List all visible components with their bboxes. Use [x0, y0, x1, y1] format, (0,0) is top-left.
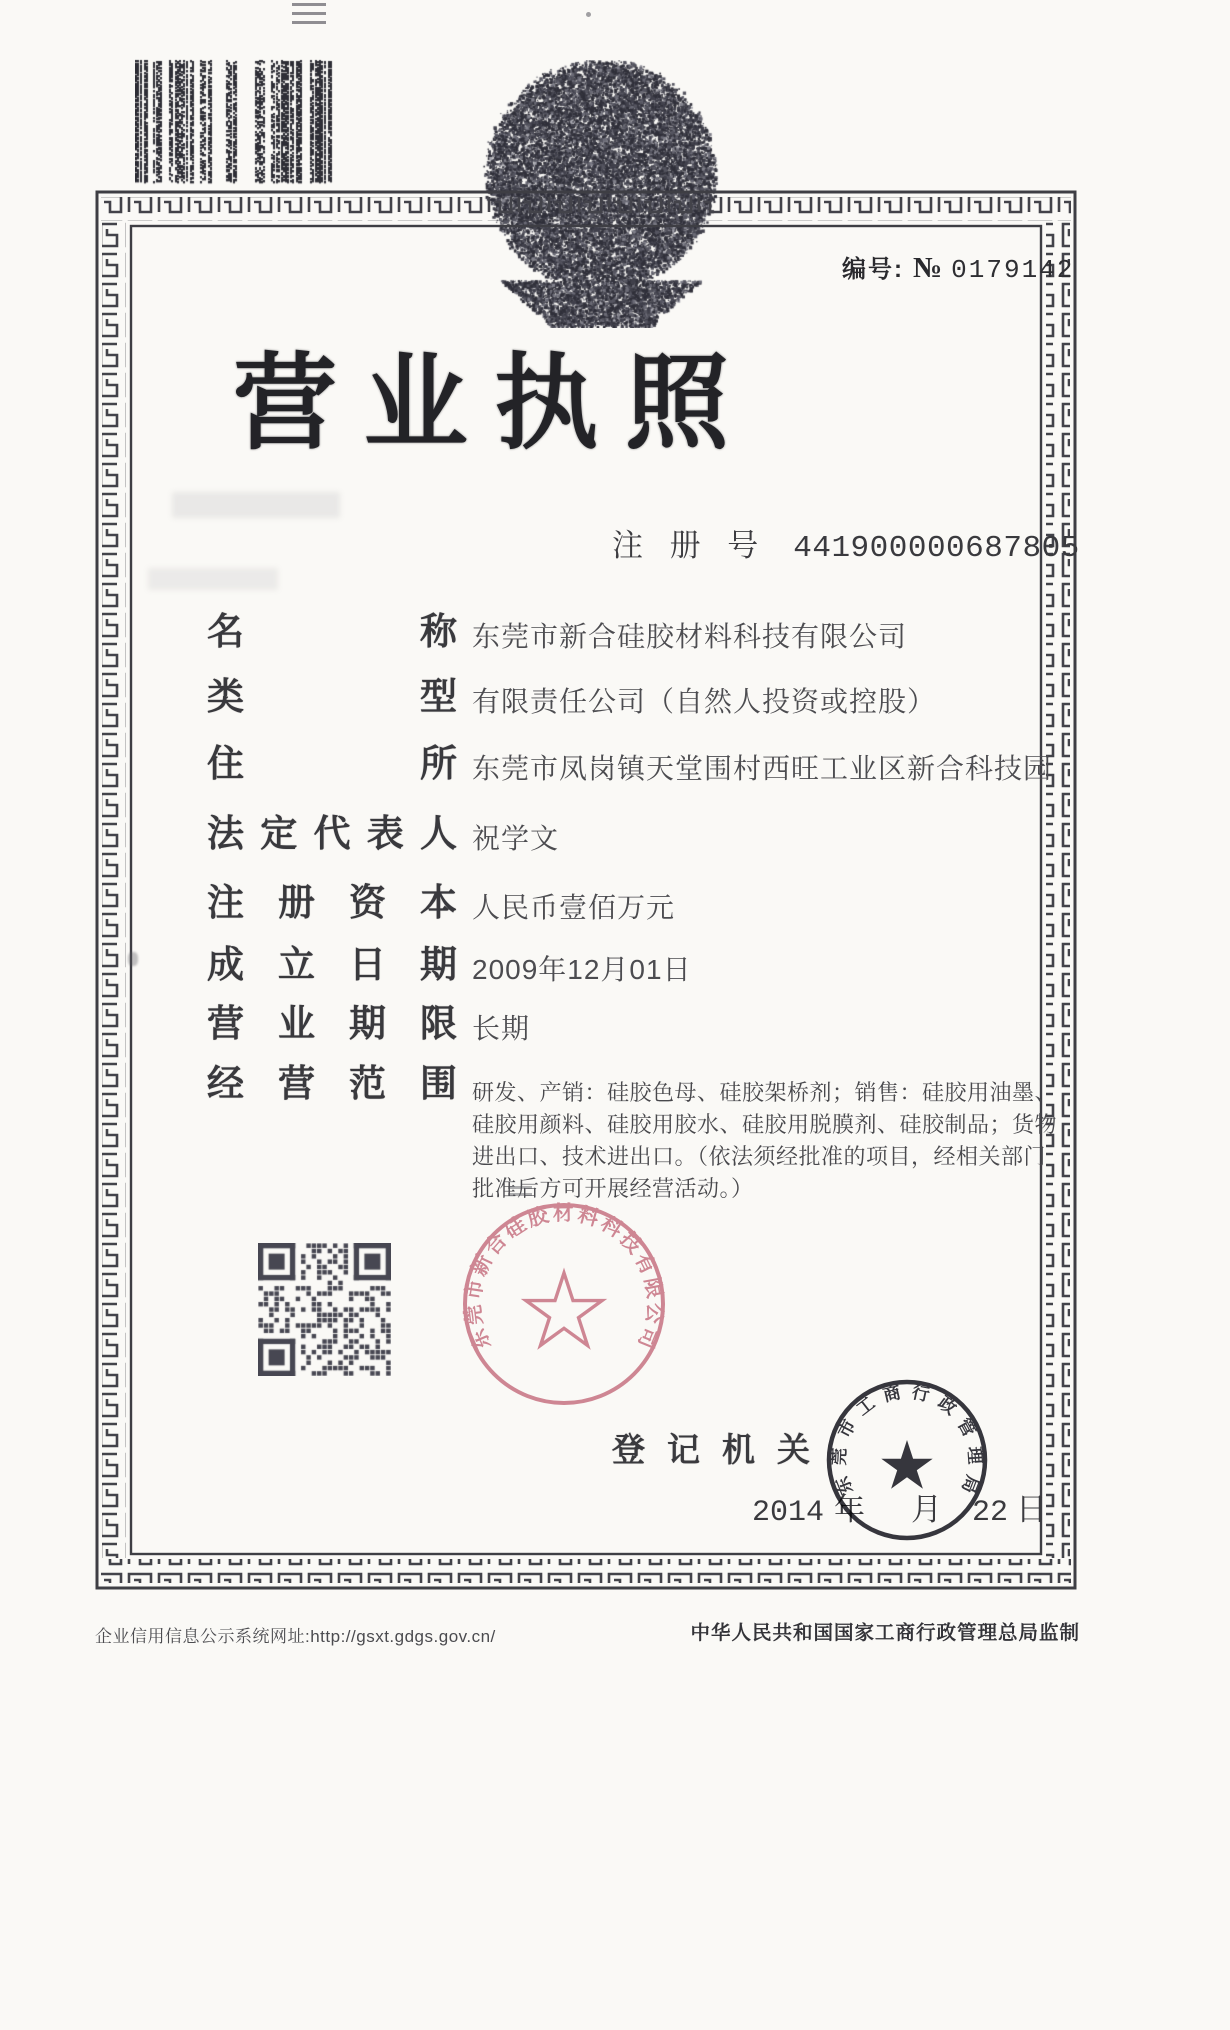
certificate-title: 营 业 执 照 — [233, 346, 729, 462]
scan-artifact — [292, 3, 326, 29]
registration-number: 441900000687805 — [793, 531, 1080, 566]
public-info-system-url: 企业信用信息公示系统网址:http://gsxt.gdgs.gov.cn/ — [95, 1627, 496, 1646]
day-unit: 日 — [1016, 1492, 1048, 1527]
year-unit: 年 — [834, 1492, 866, 1527]
field-row-name — [207, 613, 1072, 654]
authority-seal — [823, 1376, 991, 1544]
registry-authority-label: 登 记 机 关 — [612, 1431, 810, 1468]
month-unit: 月 — [911, 1492, 943, 1527]
serial-number: 0179142 — [951, 255, 1075, 285]
field-value: 长期 — [472, 1013, 531, 1044]
star-icon — [881, 1440, 932, 1489]
field-row-legal-representative — [207, 815, 1072, 856]
issue-day: 22 — [972, 1496, 1009, 1530]
field-label: 营 业 期 限 — [207, 1003, 457, 1044]
field-label: 经 营 范 围 — [207, 1063, 457, 1104]
scan-artifact — [586, 12, 591, 17]
field-label: 住 所 — [207, 743, 457, 784]
numero-symbol: № — [913, 252, 943, 284]
registration-number-label: 注 册 号 — [612, 528, 768, 563]
field-label: 注 册 资 本 — [207, 882, 457, 923]
field-row-establish-date — [207, 946, 1072, 987]
field-value: 东莞市新合硅胶材料科技有限公司 — [472, 621, 908, 652]
star-outline-icon — [526, 1273, 602, 1345]
field-label: 类 型 — [207, 676, 457, 717]
qr-code-image — [258, 1243, 391, 1376]
field-value: 有限责任公司（自然人投资或控股） — [472, 686, 937, 717]
field-row-address — [207, 745, 1072, 786]
field-value: 研发、产销：硅胶色母、硅胶架桥剂；销售：硅胶用油墨、硅胶用颜料、硅胶用胶水、硅胶用脱膜剂、硅胶制品；货物进出口、技术进出口。（依法须经批准的项目，经相关部门批准后方可开展经营活动。） — [472, 1080, 1058, 1201]
field-value: 祝学文 — [472, 823, 560, 854]
serial-number-line — [842, 249, 1074, 285]
field-row-business-term — [207, 1005, 1072, 1046]
field-label: 法 定 代 表 人 — [207, 813, 457, 854]
company-seal — [458, 1198, 670, 1410]
field-row-business-scope — [207, 1065, 1068, 1205]
field-row-registered-capital — [207, 884, 1072, 925]
field-value: 2009年12月01日 — [472, 954, 692, 985]
authority-seal-text: 东莞市工商行政管理局 — [828, 1381, 986, 1498]
field-row-type — [207, 678, 1072, 719]
barcode-image — [135, 58, 335, 186]
company-seal-text: 东莞市新合硅胶材料科技有限公司 — [461, 1201, 667, 1354]
field-label: 成 立 日 期 — [207, 944, 457, 985]
field-value: 人民币壹佰万元 — [472, 892, 676, 923]
registration-number-line — [612, 520, 1080, 566]
issue-year: 2014 — [752, 1496, 825, 1530]
issuing-authority-note: 中华人民共和国国家工商行政管理总局监制 — [690, 1622, 1080, 1644]
field-label: 名 称 — [207, 611, 457, 652]
field-value: 东莞市凤岗镇天堂围村西旺工业区新合科技园 — [472, 753, 1053, 784]
serial-label: 编号: — [842, 256, 904, 283]
